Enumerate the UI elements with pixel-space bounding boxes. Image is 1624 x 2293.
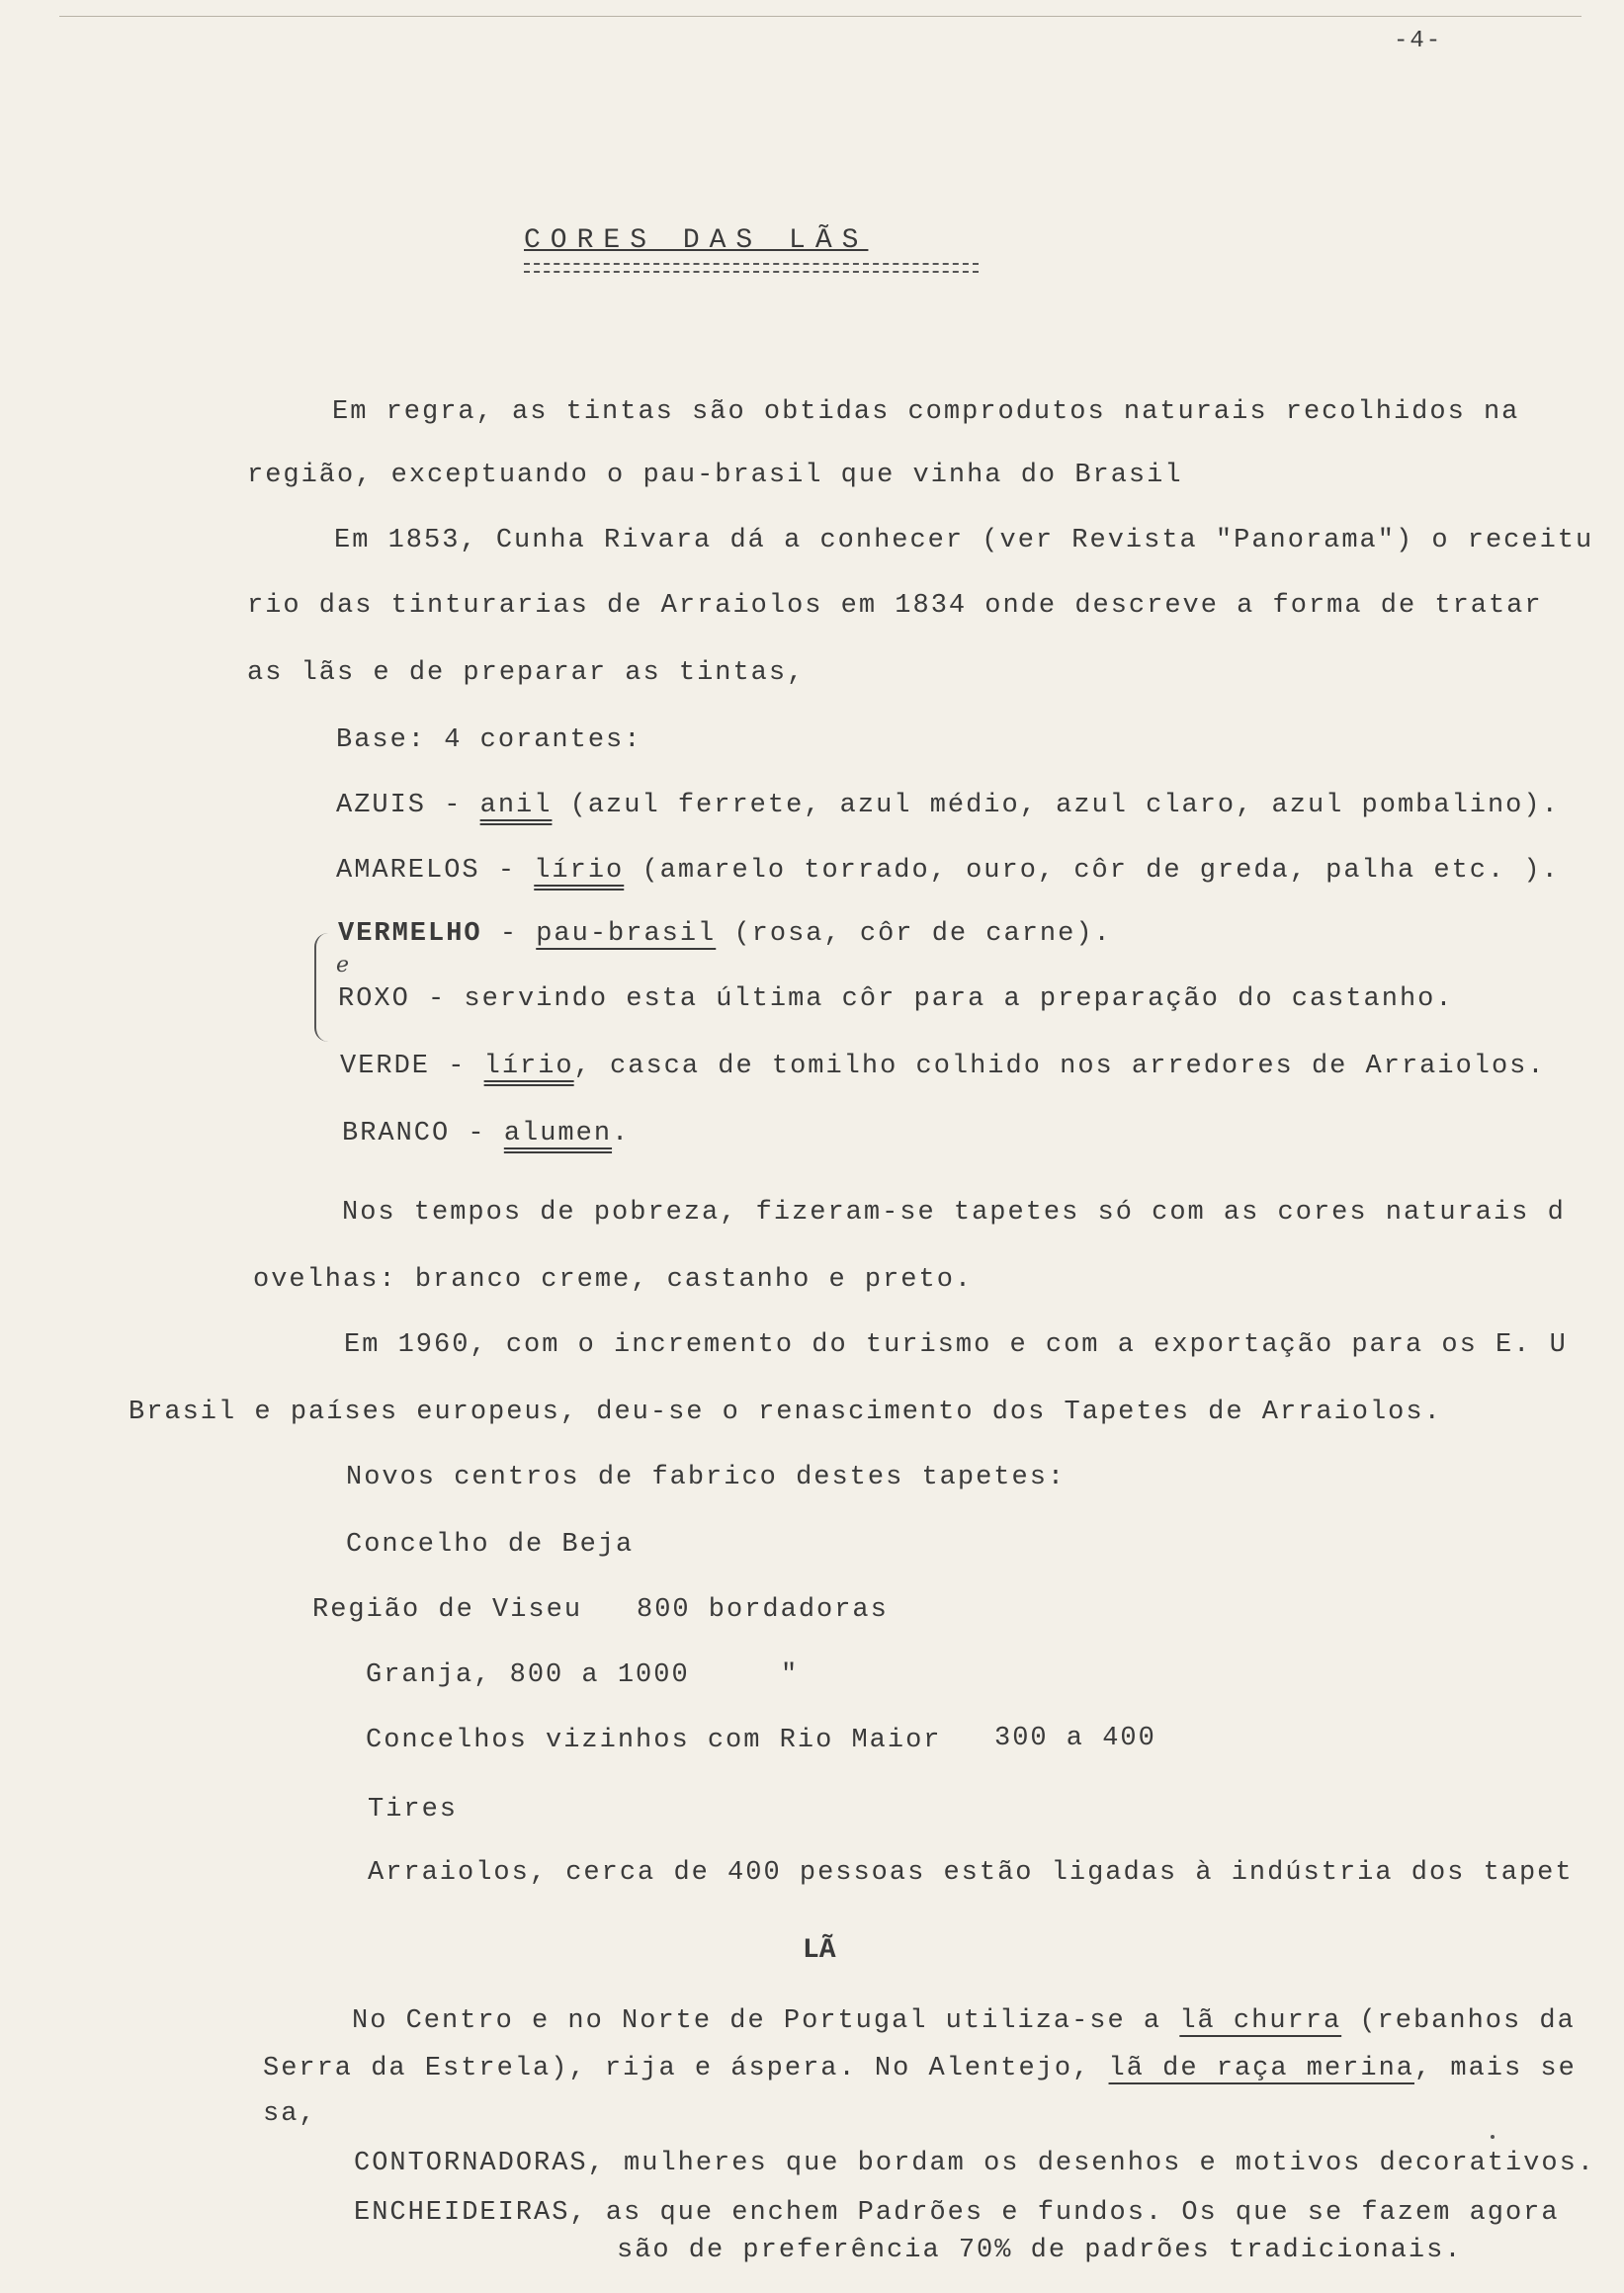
- centre-tires: Tires: [368, 1795, 459, 1825]
- page-number: -4-: [1394, 28, 1443, 54]
- handwritten-bracket: [314, 933, 330, 1042]
- color-desc: , casca de tomilho colhido nos arredores de Arraiolos.: [573, 1052, 1546, 1081]
- color-branco: BRANCO - alumen.: [342, 1119, 631, 1148]
- centre-granja: Granja, 800 a 1000: [366, 1660, 690, 1690]
- section-heading-la: LÃ: [803, 1935, 836, 1966]
- color-name: VERMELHO: [338, 919, 482, 949]
- color-vermelho: VERMELHO - pau-brasil (rosa, côr de carne).: [338, 919, 1112, 949]
- color-name: AMARELOS: [336, 856, 480, 886]
- paragraph-4-line-1: Em 1960, com o incremento do turismo e com a exportação para os E. U: [344, 1330, 1568, 1360]
- paragraph-2-line-1: Em 1853, Cunha Rivara dá a conhecer (ver Revista "Panorama") o receitu: [334, 526, 1594, 555]
- contornadoras-line: CONTORNADORAS, mulheres que bordam os desenhos e motivos decorativos.: [354, 2149, 1595, 2178]
- paragraph-3-line-1: Nos tempos de pobreza, fizeram-se tapetes só com as cores naturais d: [342, 1198, 1566, 1228]
- p5-l1-b: (rebanhos da: [1341, 2006, 1576, 2036]
- centre-viseu-count: 800 bordadoras: [637, 1595, 889, 1625]
- base-label: Base: 4 corantes:: [336, 725, 642, 755]
- centre-viseu-name: Região de Viseu: [312, 1595, 583, 1625]
- paragraph-5-line-3: sa,: [263, 2099, 317, 2129]
- p5-l2-underlined: lã de raça merina: [1108, 2054, 1414, 2083]
- paragraph-5-line-2: [263, 2054, 1577, 2083]
- p5-l2-a: Serra da Estrela), rija e áspera. No Alentejo,: [263, 2054, 1109, 2083]
- p5-l1-a: No Centro e no Norte de Portugal utiliza-se a: [352, 2006, 1180, 2036]
- centre-granja-ditto: ": [781, 1660, 800, 1690]
- color-name: ROXO: [338, 984, 410, 1014]
- color-dye: lírio: [534, 856, 625, 886]
- p1-line1-a: Em regra, as tintas são obtidas com: [332, 397, 963, 427]
- color-dye: anil: [479, 791, 553, 820]
- centre-rio-maior-count: 300 a 400: [994, 1724, 1156, 1753]
- color-roxo: ROXO - servindo esta última côr para a preparação do castanho.: [338, 984, 1454, 1014]
- centre-beja: Concelho de Beja: [346, 1530, 635, 1560]
- paragraph-1-line-2: região, exceptuando o pau-brasil que vinha do Brasil: [247, 461, 1183, 490]
- color-desc: (amarelo torrado, ouro, côr de greda, palha etc. ).: [624, 856, 1560, 886]
- color-dye: lírio: [483, 1052, 574, 1081]
- color-name: AZUIS: [336, 791, 427, 820]
- centre-rio-maior: Concelhos vizinhos com Rio Maior: [366, 1726, 942, 1755]
- encheideiras-line-1: ENCHEIDEIRAS, as que enchem Padrões e fundos. Os que se fazem agora: [354, 2198, 1560, 2228]
- encheideiras-line-2: são de preferência 70% de padrões tradicionais.: [617, 2236, 1463, 2265]
- color-dye: pau-brasil: [536, 919, 717, 949]
- centres-label: Novos centros de fabrico destes tapetes:: [346, 1463, 1067, 1492]
- color-amarelos: AMARELOS - lírio (amarelo torrado, ouro, côr de greda, palha etc. ).: [336, 856, 1560, 886]
- title-double-rule: [524, 263, 979, 273]
- color-name: BRANCO: [342, 1119, 451, 1148]
- color-verde: VERDE - lírio, casca de tomilho colhido nos arredores de Arraiolos.: [340, 1052, 1546, 1081]
- paragraph-2-line-2: rio das tinturarias de Arraiolos em 1834 onde descreve a forma de tratar: [247, 591, 1543, 621]
- centre-arraiolos: Arraiolos, cerca de 400 pessoas estão ligadas à indústria dos tapet: [368, 1858, 1574, 1888]
- color-desc: (rosa, côr de carne).: [716, 919, 1112, 949]
- paragraph-3-line-2: ovelhas: branco creme, castanho e preto.: [253, 1265, 974, 1295]
- handwritten-annotation: e: [336, 953, 350, 977]
- page-title: CORES DAS LÃS: [524, 225, 869, 256]
- color-desc: servindo esta última côr para a preparação do castanho.: [464, 984, 1454, 1014]
- color-dye: alumen: [503, 1119, 613, 1148]
- stray-mark: [1491, 2135, 1495, 2139]
- paragraph-5-line-1: [352, 2006, 1576, 2036]
- top-rule: [59, 16, 1581, 17]
- p5-l2-b: , mais se: [1413, 2054, 1577, 2083]
- color-azuis: AZUIS - anil (azul ferrete, azul médio, azul claro, azul pombalino).: [336, 791, 1560, 820]
- p1-line1-b: produtos naturais recolhidos na: [962, 397, 1520, 427]
- color-name: VERDE: [340, 1052, 431, 1081]
- paragraph-2-line-3: as lãs e de preparar as tintas,: [247, 658, 806, 688]
- paragraph-1-line-1: [332, 397, 1519, 427]
- p5-l1-underlined: lã churra: [1179, 2006, 1342, 2036]
- paragraph-4-line-2: Brasil e países europeus, deu-se o renascimento dos Tapetes de Arraiolos.: [128, 1398, 1442, 1427]
- color-desc: .: [612, 1119, 631, 1148]
- color-desc: (azul ferrete, azul médio, azul claro, azul pombalino).: [552, 791, 1560, 820]
